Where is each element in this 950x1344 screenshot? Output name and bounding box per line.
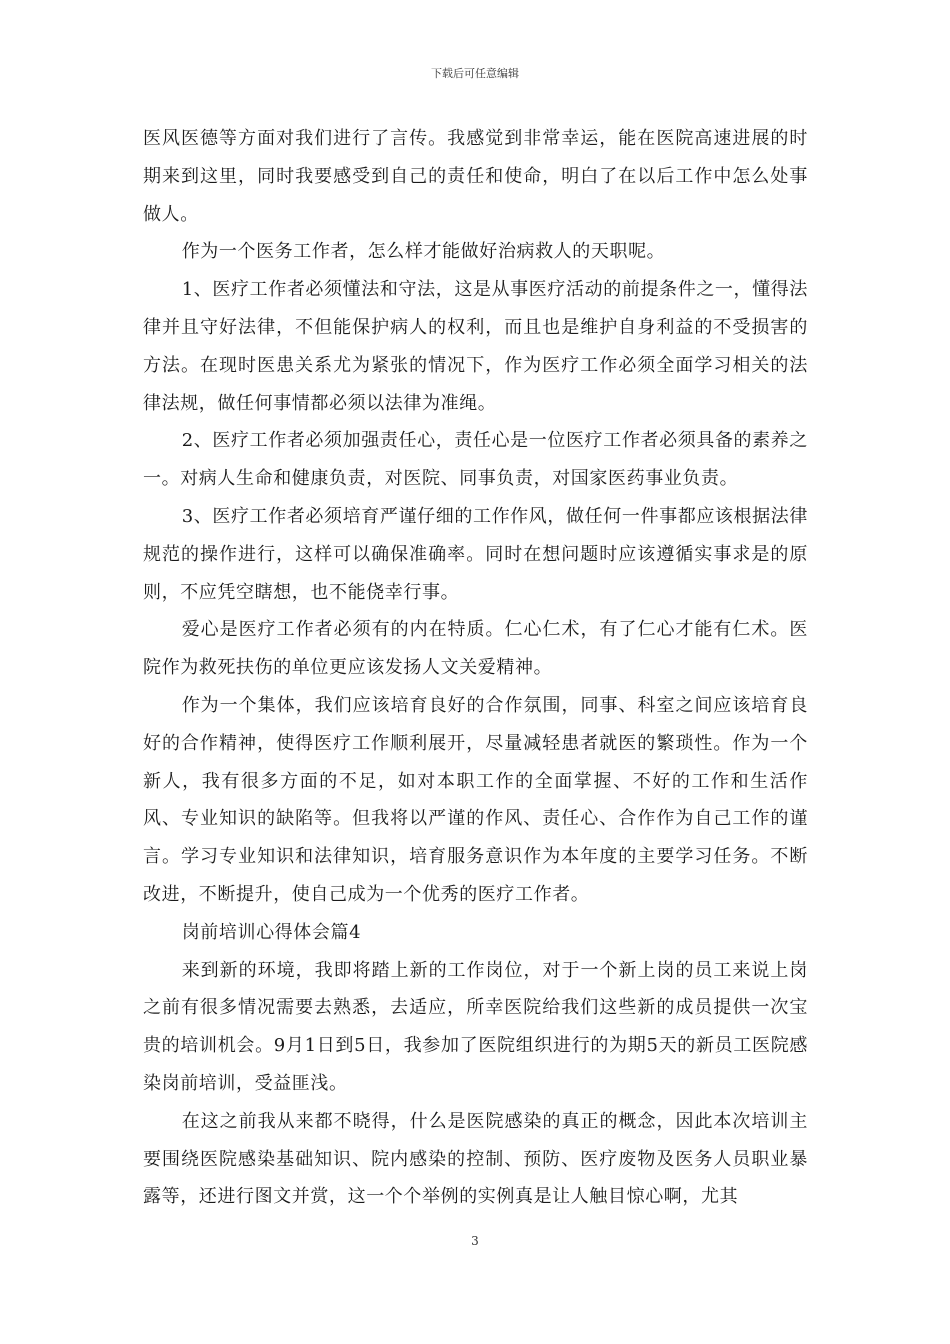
paragraph: 爱心是医疗工作者必须有的内在特质。仁心仁术，有了仁心才能有仁术。医院作为救死扶伤的单位更应该发扬人文关爱精神。 [143,619,808,679]
paragraph: 在这之前我从来都不晓得，什么是医院感染的真正的概念，因此本次培训主要围绕医院感染基础知识、院内感染的控制、预防、医疗废物及医务人员职业暴露等，还进行图文并赏，这一个个举例的实例真是让人触目惊心啊，尤其 [143,1110,808,1208]
paragraph: 来到新的环境，我即将踏上新的工作岗位，对于一个新上岗的员工来说上岗之前有很多情况需要去熟悉，去适应，所幸医院给我们这些新的成员提供一次宝贵的培训机会。9月1日到5日，我参加了医院组织进行的为期5天的新员工医院感染岗前培训，受益匪浅。 [143,959,808,1094]
paragraph: 医风医德等方面对我们进行了言传。我感觉到非常幸运，能在医院高速进展的时期来到这里，同时我要感受到自己的责任和使命，明白了在以后工作中怎么处事做人。 [143,128,808,225]
paragraph: 3、医疗工作者必须培育严谨仔细的工作作风，做任何一件事都应该根据法律规范的操作进行，这样可以确保准确率。同时在想问题时应该遵循实事求是的原则，不应凭空瞎想，也不能侥幸行事。 [143,505,808,603]
section-title: 岗前培训心得体会篇4 [181,921,362,943]
paragraph: 作为一个集体，我们应该培育良好的合作氛围，同事、科室之间应该培育良好的合作精神，使得医疗工作顺利展开，尽量减轻患者就医的繁琐性。作为一个新人，我有很多方面的不足，如对本职工作的全面掌握、不好的工作和生活作风、专业知识的缺陷等。但我将以严谨的作风、责任心、合作作为自己工作的谨言。学习专业知识和法律知识，培育服务意识作为本年度的主要学习任务。不断改进，不断提升，使自己成为一个优秀的医疗工作者。 [143,694,808,905]
paragraph: 1、医疗工作者必须懂法和守法，这是从事医疗活动的前提条件之一，懂得法律并且守好法律，不但能保护病人的权利，而且也是维护自身利益的不受损害的方法。在现时医患关系尤为紧张的情况下，作为医疗工作必须全面学习相关的法律法规，做任何事情都必须以法律为准绳。 [143,279,808,414]
document-body [143,120,808,1216]
paragraph: 作为一个医务工作者，怎么样才能做好治病救人的天职呢。 [181,241,666,263]
page-number: 3 [471,1234,479,1248]
page-header: 下载后可任意编辑 [431,67,519,80]
paragraph: 2、医疗工作者必须加强责任心，责任心是一位医疗工作者必须具备的素养之一。对病人生命和健康负责，对医院、同事负责，对国家医药事业负责。 [143,430,808,490]
